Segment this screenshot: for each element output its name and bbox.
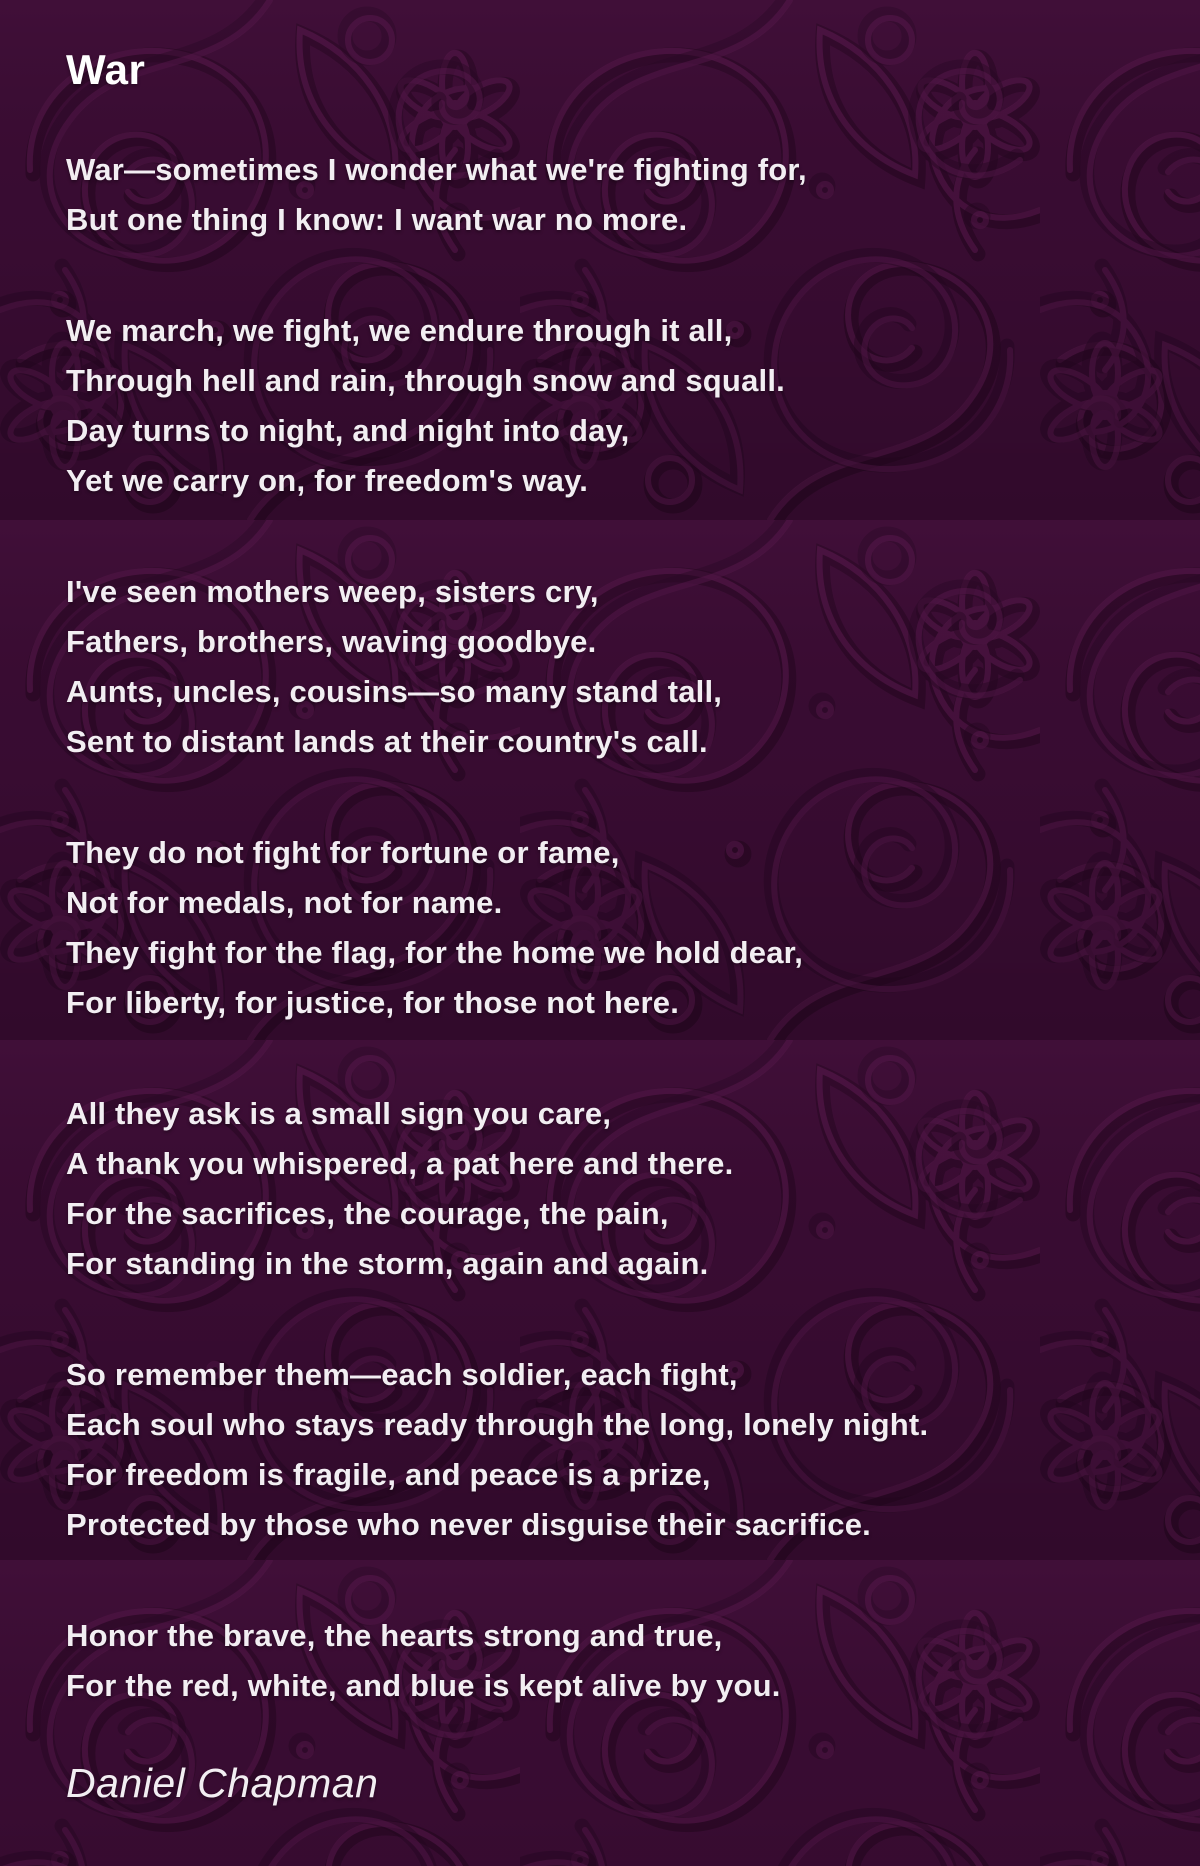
poem-line: A thank you whispered, a pat here and there. <box>66 1146 734 1181</box>
poem-stanza <box>66 1350 1160 1550</box>
poem-line: So remember them—each soldier, each fight, <box>66 1357 738 1392</box>
poem-line: They do not fight for fortune or fame, <box>66 835 620 870</box>
poem-line: Each soul who stays ready through the long, lonely night. <box>66 1407 929 1442</box>
poem-line: Honor the brave, the hearts strong and true, <box>66 1618 723 1653</box>
poem-line: Yet we carry on, for freedom's way. <box>66 463 589 498</box>
poem-line: I've seen mothers weep, sisters cry, <box>66 574 599 609</box>
poem-line: For freedom is fragile, and peace is a prize, <box>66 1457 711 1492</box>
poem-line: Aunts, uncles, cousins—so many stand tall, <box>66 674 723 709</box>
poem-line: For standing in the storm, again and again. <box>66 1246 709 1281</box>
poem-stanza <box>66 145 1160 245</box>
poem-stanza <box>66 828 1160 1028</box>
poem-line: Through hell and rain, through snow and squall. <box>66 363 785 398</box>
poem-stanza <box>66 1611 1160 1711</box>
poem-line: For the red, white, and blue is kept alive by you. <box>66 1668 781 1703</box>
poem-line: For the sacrifices, the courage, the pain, <box>66 1196 669 1231</box>
poem-body <box>66 145 1160 1711</box>
poem-line: Day turns to night, and night into day, <box>66 413 630 448</box>
poem-line: But one thing I know: I want war no more. <box>66 202 688 237</box>
poem-line: Not for medals, not for name. <box>66 885 503 920</box>
poem-author: Daniel Chapman <box>66 1760 379 1806</box>
poem-line: Sent to distant lands at their country's call. <box>66 724 708 759</box>
poem-line: Protected by those who never disguise their sacrifice. <box>66 1507 871 1542</box>
poem-line: War—sometimes I wonder what we're fighting for, <box>66 152 807 187</box>
poem-line: We march, we fight, we endure through it all, <box>66 313 733 348</box>
poem-stanza <box>66 1089 1160 1289</box>
poem-line: All they ask is a small sign you care, <box>66 1096 612 1131</box>
poem-stanza <box>66 306 1160 506</box>
poem-line: They fight for the flag, for the home we hold dear, <box>66 935 804 970</box>
poem-title: War <box>66 46 146 93</box>
poem-stanza <box>66 567 1160 767</box>
poem-line: For liberty, for justice, for those not here. <box>66 985 680 1020</box>
poem-line: Fathers, brothers, waving goodbye. <box>66 624 597 659</box>
